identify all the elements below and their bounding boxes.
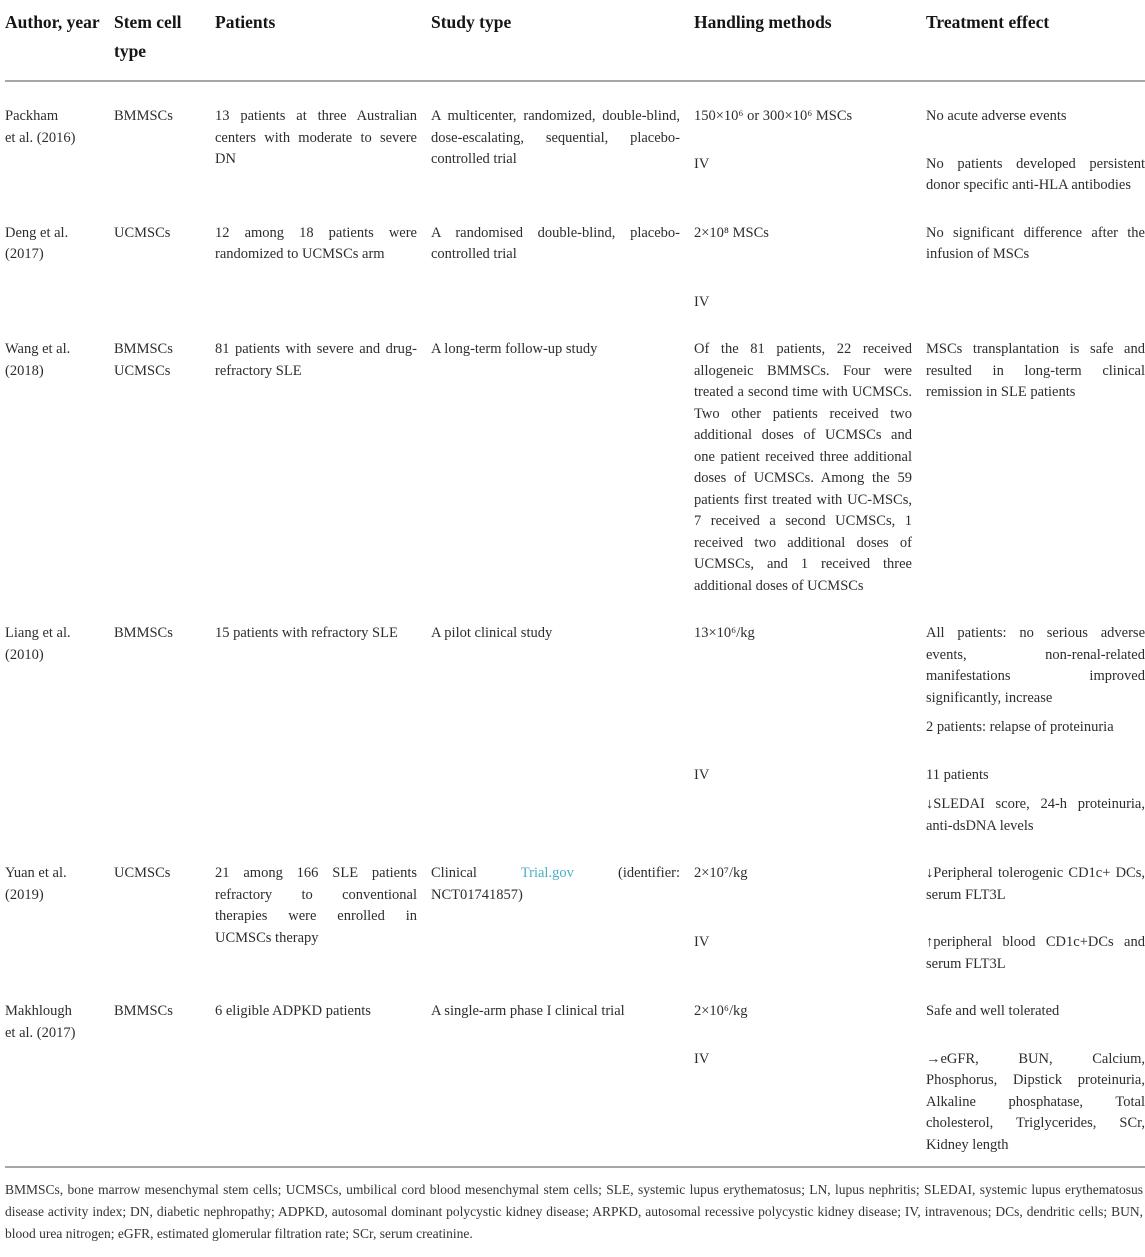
handling-treatment-group [694,623,1145,837]
column-header-2: Stem cell type [114,12,182,61]
author-line: et al. (2017) [5,1024,76,1041]
handling-treatment-group [694,863,1145,975]
stem-cell-type-cell [114,863,215,975]
author-line: Wang et al. [5,341,71,357]
dose-route-subrow [694,932,1145,975]
author-line: (2017) [5,246,44,262]
author-year-cell [5,106,114,197]
treatment-effect-text: No patients developed persistent donor specific anti-HLA antibodies [926,155,1145,193]
treatment-effect-text: →eGFR, BUN, Calcium, Phosphorus, Dipstick proteinuria, Alkaline phosphatase, Total cholesterol, Triglycerides, SCr, Kidney length [926,1050,1145,1153]
handling-treatment-group [694,223,1145,314]
handling-method-cell: Of the 81 patients, 22 received allogeneic BMMSCs. Four were treated a second time with UCMSCs. Two other patients received two additional doses of UCMSCs and one patient received three additional doses of UCMSCs. Among the 59 patients first treated with UC-MSCs, 7 received a second UCMSCs, 1 received two additional doses of UCMSCs, and 1 received three additional doses of UCMSCs [694,341,912,594]
treatment-effect-cell [926,932,1145,975]
treatment-effect-text: MSCs transplantation is safe and resulted in long-term clinical remission in SLE patients [926,341,1145,400]
dose-route-subrow [694,765,1145,838]
handling-method-cell: IV [694,1050,710,1067]
column-header-6: Treatment effect [926,12,1050,32]
handling-method-cell: 13×10⁶/kg [694,625,755,641]
treatment-effect-cell [926,106,1145,128]
treatment-effect-cell [926,154,1145,197]
table-body [5,82,1145,1156]
treatment-effect-cell [926,339,1145,597]
handling-method-cell: 150×10⁶ or 300×10⁶ MSCs [694,108,853,124]
handling-method-cell: IV [694,766,710,783]
handling-method-cell: IV [694,155,710,172]
treatment-effect-text: All patients: no serious adverse events, non-renal-related manifestations improved significantly, increase [926,625,1145,706]
table-row [5,223,1145,314]
stem-cell-type-cell [114,223,215,314]
stem-cell-type: BMMSCs [114,625,173,641]
author-line: (2018) [5,362,44,379]
treatment-effect-text: No significant difference after the infusion of MSCs [926,224,1145,262]
author-year-cell [5,223,114,314]
stem-cell-type-cell [114,339,215,597]
stem-cell-type-cell [114,623,215,837]
dose-route-subrow [694,623,1145,739]
patients-cell: 81 patients with severe and drug-refractory SLE [215,341,417,379]
author-year-cell [5,623,114,837]
table-row [5,106,1145,197]
treatment-effect-text: ↓SLEDAI score, 24-h proteinuria, anti-dsDNA levels [926,796,1145,834]
treatment-effect-cell [926,863,1145,906]
dose-route-subrow [694,292,1145,314]
handling-method-cell: 2×10⁸ MSCs [694,224,769,241]
patients-cell: 6 eligible ADPKD patients [215,1003,371,1019]
stem-cell-type-cell [114,106,215,197]
author-year-cell [5,863,114,975]
study-type-text: A pilot clinical study [431,625,553,641]
dose-route-subrow [694,863,1145,906]
handling-method-cell: IV [694,293,710,310]
handling-method-cell: 2×10⁶/kg [694,1003,748,1019]
treatment-effect-text: 11 patients [926,766,989,783]
study-type-cell [431,223,694,314]
author-line: (2019) [5,886,44,903]
table-row [5,1001,1145,1156]
author-line: Makhlough [5,1003,72,1019]
stem-cell-type: UCMSCs [114,362,171,379]
patients-cell: 21 among 166 SLE patients refractory to conventional therapies were enrolled in UCMSCs therapy [215,865,417,946]
study-type-cell [431,339,694,597]
column-header-3: Patients [215,12,276,32]
dose-route-subrow [694,1049,1145,1157]
patients-cell: 12 among 18 patients were randomized to UCMSCs arm [215,224,417,262]
study-type-cell [431,106,694,197]
treatment-effect-text: ↑peripheral blood CD1c+DCs and serum FLT3L [926,934,1145,972]
treatment-effect-text: No acute adverse events [926,108,1067,124]
study-type-text: A long-term follow-up study [431,341,598,357]
author-line: Packham [5,108,59,124]
author-line: (2010) [5,646,44,663]
treatment-effect-text: 2 patients: relapse of proteinuria [926,719,1114,735]
table-header-row [5,8,1145,82]
treatment-effect-cell [926,623,1145,739]
handling-treatment-group [694,1001,1145,1156]
treatment-effect-text: Safe and well tolerated [926,1003,1060,1019]
dose-route-subrow [694,1001,1145,1023]
study-type-cell [431,1001,694,1156]
dose-route-subrow [694,223,1145,266]
patients-cell: 15 patients with refractory SLE [215,625,398,641]
study-type-text: (identifier: NCT01741857) [431,865,680,903]
study-type-cell [431,623,694,837]
treatment-effect-cell [926,1049,1145,1157]
author-line: Yuan et al. [5,865,67,881]
column-header-1: Author, year [5,12,100,32]
study-type-cell [431,863,694,975]
author-year-cell [5,339,114,597]
treatment-effect-cell [926,223,1145,266]
treatment-effect-cell [926,1001,1145,1023]
treatment-effect-cell [926,292,1145,314]
dose-route-subrow [694,339,1145,597]
handling-method-cell: 2×10⁷/kg [694,865,748,881]
stem-cell-type: UCMSCs [114,224,171,241]
study-type-text: A randomised double-blind, placebo-controlled trial [431,224,680,262]
patients-cell: 13 patients at three Australian centers with moderate to severe DN [215,108,417,167]
table-row [5,339,1145,597]
table-row [5,863,1145,975]
handling-treatment-group [694,106,1145,197]
study-type-text: A single-arm phase I clinical trial [431,1003,625,1019]
author-line: Deng et al. [5,224,69,241]
column-header-4: Study type [431,12,512,32]
study-type-text: A multicenter, randomized, double-blind, dose-escalating, sequential, placebo-controlled trial [431,108,680,167]
table-row [5,623,1145,837]
treatment-effect-text: ↓Peripheral tolerogenic CD1c+ DCs, serum FLT3L [926,865,1145,903]
author-year-cell [5,1001,114,1156]
stem-cell-type: BMMSCs [114,1003,173,1019]
stem-cell-type: UCMSCs [114,865,171,881]
column-header-5: Handling methods [694,12,832,32]
dose-route-subrow [694,106,1145,128]
study-type-text: Clinical [431,865,521,881]
stem-cell-type: BMMSCs [114,108,173,124]
author-line: et al. (2016) [5,129,76,146]
handling-treatment-group [694,339,1145,597]
stem-cell-type-cell [114,1001,215,1156]
author-line: Liang et al. [5,625,71,641]
treatment-effect-cell [926,765,1145,838]
clinicaltrials-gov-link[interactable]: Trial.gov [520,865,574,881]
dose-route-subrow [694,154,1145,197]
handling-method-cell: IV [694,934,710,950]
abbreviations-footnote: BMMSCs, bone marrow mesenchymal stem cells; UCMSCs, umbilical cord blood mesenchymal stem cells; SLE, systemic lupus erythematosus; LN, lupus nephritis; SLEDAI, systemic lupus erythematosus disease activity index; DN, diabetic nephropathy; ADPKD, autosomal dominant polycystic kidney disease; ARPKD, autosomal recessive polycystic kidney disease; IV, intravenous; DCs, dendritic cells; BUN, blood urea nitrogen; eGFR, estimated glomerular filtration rate; SCr, serum creatinine. [5,1182,1143,1241]
stem-cell-type: BMMSCs [114,341,173,357]
